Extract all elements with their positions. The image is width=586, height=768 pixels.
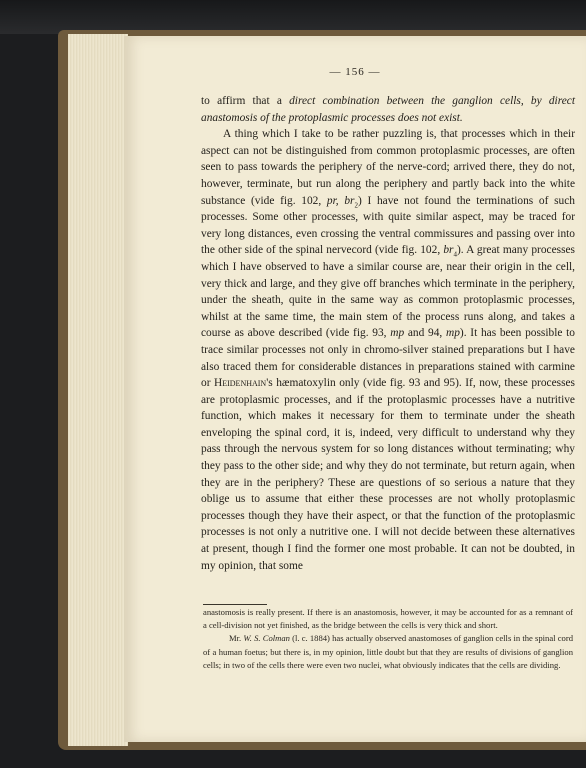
text-span: and 94, [404, 327, 446, 340]
italic-statement: direct combination between the ganglion cells, by direct anastomosis of the protoplasmic processes does not exist. [201, 95, 575, 124]
page-edges [68, 34, 128, 746]
footnote-divider [203, 604, 267, 605]
paragraph-1 [201, 93, 575, 126]
page-number: — 156 — [329, 66, 381, 78]
paragraph-2 [201, 126, 575, 574]
author-name: W. S. Colman [243, 633, 290, 644]
footnote-2 [203, 632, 573, 672]
footnote-1: anastomosis is really present. If there is an anastomosis, however, it may be accounted for as a remnant of a cell-division not yet finished, as the bridge between the cells is very thick and short. [203, 607, 573, 631]
figure-ref: mp [390, 327, 405, 340]
text-span: ). It has been possible to trace similar processes not only in chromo-silver stained preparations but I have also traced them for considerable distances in preparations stained with carmine or [201, 327, 575, 390]
text-span: A thing which I take to be rather puzzling is, that processes which in their aspect can not be distinguished from common protoplasmic processes, are often seen to pass towards the periphery of the nerve-cord; arrived there, they do not, however, terminate, but run along the periphery and partly back into the white substance (vide fig. 102, [201, 128, 575, 207]
figure-ref: br [443, 244, 454, 257]
figure-ref: pr, br [326, 194, 355, 207]
author-name: Heidenhain [214, 377, 267, 390]
text-span: (l. c. 1884) has actually observed anastomoses of ganglion cells in the spinal cord of a human foetus; but there is, in my opinion, little doubt but that they are results of divisions of ganglion cells; in two of the cells there were even two nuclei, what obviously indicates that the cells are dividing. [203, 633, 574, 670]
text-span: ) I have not found the terminations of such processes. Some other processes, with quite similar aspect, may be traced for very long distances, even crossing the ventral commissures and passing over into the other side of the spinal nervecord (vide fig. 102, [201, 194, 575, 257]
text-span: ). A great many processes which I have observed to have a similar course are, near their origin in the cell, very thick and large, and they give off branches which terminate in the periphery, under the sheath, quite in the same way as common protoplasmic processes, whilst at the same time, the main stem of the process runs along, and takes a course as above described (vide fig. 93, [201, 244, 575, 340]
background-top [0, 0, 586, 34]
text-span: to affirm that a [201, 95, 290, 107]
figure-ref: mp [446, 327, 460, 340]
text-span: Mr. [229, 633, 244, 644]
text-span: 's hæmatoxylin only (vide fig. 93 and 95). If, now, these processes are protoplasmic processes, and if the protoplasmic processes have a nutritive function, which makes it necessary for them to terminate under the sheath enveloping the spinal cord, it is, indeed, very difficult to understand why they pass through the nervous system for so long distances without terminating; why they pass to the other side; and why they do not terminate, but return again, when they are in the periphery? These are questions of so serious a nature that they oblige us to assume that either these processes are not wholly protoplasmic processes though they have their aspect, or that the function of the protoplasmic processes is not only a nutritive one. I will not decide between these alternatives at present, though I find the former one most probable. It can not be doubted, in my opinion, that some [201, 377, 575, 572]
subscript: 2 [354, 200, 358, 209]
footnotes [203, 606, 573, 672]
body-text [201, 93, 575, 574]
book-page [124, 36, 586, 742]
subscript: 4 [453, 250, 457, 259]
